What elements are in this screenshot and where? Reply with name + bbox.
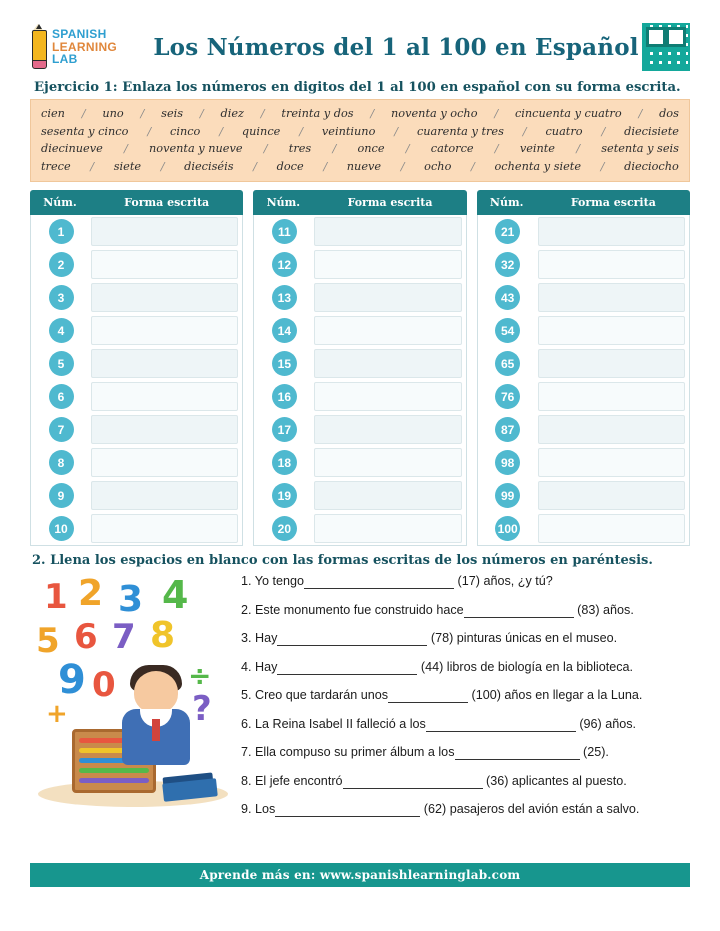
number-bubble: 7 [49,417,74,442]
decorative-number: 2 [78,573,104,614]
number-cell [254,219,314,244]
answer-blank[interactable] [455,746,580,760]
number-cell [478,252,538,277]
word-bank-row [39,123,681,141]
word-bank [30,99,690,182]
table-row [254,512,465,545]
number-table [253,190,466,546]
number-cell [31,219,91,244]
number-bubble: 87 [495,417,520,442]
answer-blank[interactable] [277,661,417,675]
answer-cell[interactable] [91,514,238,543]
word-bank-item[interactable]: diez [220,107,244,120]
table-row [478,380,689,413]
word-bank-row [39,140,681,158]
question-text-before: 7. Ella compuso su primer álbum a los [241,745,455,760]
word-bank-separator: / [147,124,152,138]
word-bank-separator: / [260,107,265,120]
table-row [478,446,689,479]
number-cell [478,384,538,409]
table-row [478,479,689,512]
number-cell [478,351,538,376]
exercise-2-heading: 2. Llena los espacios en blanco con las formas escritas de los números en paréntesis. [32,553,653,568]
table-header [477,190,690,215]
answer-blank[interactable] [464,604,574,618]
column-header-num: Núm. [43,196,77,209]
number-cell [31,351,91,376]
table-row [254,413,465,446]
number-bubble: 65 [495,351,520,376]
table-header [30,190,243,215]
number-bubble: 54 [495,318,520,343]
answer-cell[interactable] [538,217,685,246]
number-bubble: 18 [272,450,297,475]
number-bubble: 20 [272,516,297,541]
answer-cell[interactable] [538,448,685,477]
number-bubble: 32 [495,252,520,277]
answer-cell[interactable] [538,481,685,510]
word-bank-item[interactable]: diecinueve [41,142,103,155]
table-row [31,413,242,446]
word-bank-item[interactable]: cuatro [545,124,583,138]
number-cell [254,285,314,310]
question-text-before: 1. Yo tengo [241,574,305,589]
number-bubble: 98 [495,450,520,475]
word-bank-item[interactable]: cien [41,107,65,120]
word-bank-item[interactable]: quince [241,124,281,138]
question-text-before: 5. Creo que tardarán unos [241,688,389,703]
decorative-number: 4 [162,573,189,617]
number-cell [31,516,91,541]
number-bubble: 3 [49,285,74,310]
word-bank-separator: / [263,142,268,155]
table-body [30,215,243,546]
word-bank-item[interactable]: cinco [170,124,201,138]
number-bubble: 12 [272,252,297,277]
word-bank-separator: / [370,107,375,120]
answer-cell[interactable] [91,415,238,444]
number-cell [31,450,91,475]
word-bank-item[interactable]: diecisiete [624,124,679,138]
word-bank-item[interactable]: setenta y seis [601,142,679,155]
qr-code-icon [642,23,690,71]
page-title: Los Números del 1 al 100 en Español [153,33,639,61]
table-row [31,479,242,512]
number-cell [254,516,314,541]
word-bank-item[interactable]: veinte [519,142,555,155]
table-row [31,314,242,347]
answer-cell[interactable] [538,415,685,444]
word-bank-separator: / [600,159,605,173]
question-text-before: 3. Hay [241,631,278,646]
exercise-1-heading: Ejercicio 1: Enlaza los números en digitos del 1 al 100 en español con su forma escrita. [34,80,681,95]
table-row [254,281,465,314]
word-bank-item[interactable]: veintiuno [321,124,376,138]
question-text-after: (25). [579,745,609,760]
brand-line-2: LEARNING [52,39,118,54]
question-text-after: (36) aplicantes al puesto. [482,773,627,788]
word-bank-separator: / [601,124,606,138]
table-row [478,248,689,281]
answer-blank[interactable] [388,689,468,703]
word-bank-item[interactable]: nueve [346,159,382,173]
question-text-before: 4. Hay [241,659,278,674]
word-bank-item[interactable]: noventa y ocho [391,107,478,120]
question-text-after: (100) años en llegar a la Luna. [468,688,643,703]
answer-cell[interactable] [91,250,238,279]
number-cell [254,450,314,475]
table-body [253,215,466,546]
word-bank-separator: / [81,107,86,120]
number-cell [478,483,538,508]
word-bank-item[interactable]: trece [41,159,71,173]
number-bubble: 13 [272,285,297,310]
table-row [254,347,465,380]
footer-banner: Aprende más en: www.spanishlearninglab.com [30,863,690,887]
number-table [30,190,243,546]
number-bubble: 21 [495,219,520,244]
number-cell [254,318,314,343]
answer-cell[interactable] [314,481,461,510]
word-bank-item[interactable]: dieciocho [624,159,679,173]
word-bank-separator: / [323,159,328,173]
table-row [254,215,465,248]
word-bank-item[interactable]: noventa y nueve [149,142,243,155]
number-cell [31,318,91,343]
number-cell [478,285,538,310]
table-row [254,380,465,413]
number-bubble: 11 [272,219,297,244]
number-bubble: 15 [272,351,297,376]
word-bank-item[interactable]: seis [161,107,184,120]
word-bank-item[interactable]: ocho [424,159,452,173]
number-cell [478,450,538,475]
answer-blank[interactable] [277,632,427,646]
answer-cell[interactable] [538,514,685,543]
word-bank-separator: / [405,142,410,155]
decorative-number: 0 [92,665,116,705]
number-cell [478,318,538,343]
question-line [241,661,690,675]
word-bank-item[interactable]: siete [113,159,142,173]
decorative-number: 1 [44,577,68,617]
word-bank-item[interactable]: once [357,142,385,155]
answer-cell[interactable] [91,448,238,477]
number-cell [31,384,91,409]
word-bank-item[interactable]: sesenta y cinco [41,124,129,138]
decorative-number: ÷ [188,659,212,692]
decorative-number: 3 [118,579,144,620]
fill-in-the-blank-questions [241,573,690,832]
abacus-row [79,778,149,783]
number-bubble: 16 [272,384,297,409]
answer-cell[interactable] [314,382,461,411]
number-cell [31,417,91,442]
decorative-number: 9 [58,657,86,703]
number-cell [254,252,314,277]
answer-cell[interactable] [538,349,685,378]
answer-cell[interactable] [538,250,685,279]
answer-blank[interactable] [275,803,420,817]
number-bubble: 2 [49,252,74,277]
question-line [241,746,690,760]
question-line [241,604,690,618]
number-table [477,190,690,546]
page-header [30,18,690,76]
question-line [241,718,690,732]
answer-cell[interactable] [314,283,461,312]
word-bank-separator: / [522,124,527,138]
column-header-word: Forma escrita [347,196,433,209]
word-bank-separator: / [494,107,499,120]
answer-cell[interactable] [538,283,685,312]
answer-blank[interactable] [343,775,483,789]
exercise-2-body [30,573,690,832]
table-row [254,479,465,512]
answer-cell[interactable] [314,316,461,345]
word-bank-separator: / [160,159,165,173]
answer-blank[interactable] [426,718,576,732]
answer-blank[interactable] [304,575,454,589]
number-cell [254,384,314,409]
answer-cell[interactable] [314,217,461,246]
number-bubble: 5 [49,351,74,376]
answer-cell[interactable] [91,481,238,510]
question-line [241,803,690,817]
table-row [478,413,689,446]
number-cell [31,285,91,310]
brand-line-1: SPANISH [52,27,107,42]
decorative-number: ? [192,689,212,729]
question-line [241,575,690,589]
answer-cell[interactable] [538,382,685,411]
question-text-before: 6. La Reina Isabel II falleció a los [241,716,426,731]
answer-cell[interactable] [91,349,238,378]
word-bank-item[interactable]: dieciséis [184,159,234,173]
answer-cell[interactable] [91,217,238,246]
question-text-after: (44) libros de biología en la biblioteca. [417,659,634,674]
word-bank-item[interactable]: doce [276,159,304,173]
question-text-after: (83) años. [573,602,634,617]
word-bank-item[interactable]: cincuenta y cuatro [514,107,622,120]
question-text-after: (17) años, ¿y tú? [454,574,553,589]
word-bank-item[interactable]: cuarenta y tres [416,124,504,138]
answer-cell[interactable] [91,283,238,312]
word-bank-item[interactable]: dos [659,107,679,120]
word-bank-item[interactable]: ochenta y siete [494,159,582,173]
number-bubble: 43 [495,285,520,310]
number-cell [254,417,314,442]
answer-cell[interactable] [314,514,461,543]
word-bank-item[interactable]: uno [102,107,124,120]
boy-with-abacus-and-numbers-illustration [30,573,235,813]
table-row [31,512,242,545]
question-line [241,632,690,646]
answer-cell[interactable] [314,448,461,477]
number-bubble: 4 [49,318,74,343]
number-cell [254,483,314,508]
number-cell [478,417,538,442]
number-tables [30,190,690,546]
number-bubble: 19 [272,483,297,508]
question-text-after: (96) años. [575,716,637,731]
number-cell [478,219,538,244]
word-bank-separator: / [123,142,128,155]
answer-cell[interactable] [314,250,461,279]
number-bubble: 99 [495,483,520,508]
word-bank-separator: / [638,107,643,120]
decorative-number: 5 [36,621,60,661]
number-bubble: 100 [495,516,520,541]
word-bank-separator: / [299,124,304,138]
table-row [478,347,689,380]
table-row [31,380,242,413]
word-bank-item[interactable]: catorce [430,142,474,155]
word-bank-separator: / [140,107,145,120]
word-bank-row [39,105,681,123]
decorative-number: 6 [74,617,98,657]
word-bank-separator: / [471,159,475,173]
number-cell [31,252,91,277]
answer-cell[interactable] [314,349,461,378]
word-bank-separator: / [576,142,581,155]
table-row [254,446,465,479]
question-text-after: (78) pinturas únicas en el museo. [427,631,618,646]
column-header-word: Forma escrita [570,196,656,209]
number-bubble: 8 [49,450,74,475]
number-bubble: 17 [272,417,297,442]
pencil-icon [30,24,47,70]
question-text-before: 2. Este monumento fue construido hace [241,602,464,617]
question-text-after: (62) pasajeros del avión están a salvo. [420,802,640,817]
column-header-word: Forma escrita [124,196,210,209]
answer-cell[interactable] [538,316,685,345]
word-bank-separator: / [219,124,224,138]
number-bubble: 14 [272,318,297,343]
question-line [241,689,690,703]
table-row [31,215,242,248]
number-bubble: 6 [49,384,74,409]
word-bank-separator: / [332,142,337,155]
table-row [478,281,689,314]
table-body [477,215,690,546]
brand-line-3: LAB [52,52,78,67]
word-bank-separator: / [400,159,405,173]
table-row [254,248,465,281]
table-row [31,347,242,380]
answer-cell[interactable] [91,316,238,345]
word-bank-item[interactable]: tres [288,142,312,155]
number-cell [478,516,538,541]
number-bubble: 10 [49,516,74,541]
word-bank-separator: / [253,159,257,173]
table-row [478,512,689,545]
table-row [478,314,689,347]
question-text-before: 9. Los [241,802,276,817]
answer-cell[interactable] [314,415,461,444]
column-header-num: Núm. [266,196,301,209]
table-header [253,190,466,215]
brand-logo [30,24,150,70]
table-row [31,248,242,281]
abacus-row [79,768,149,773]
table-row [254,314,465,347]
word-bank-separator: / [90,159,95,173]
decorative-number: + [46,699,68,729]
word-bank-separator: / [199,107,204,120]
number-bubble: 76 [495,384,520,409]
table-row [31,446,242,479]
decorative-number: 7 [112,617,136,657]
word-bank-separator: / [494,142,499,155]
answer-cell[interactable] [91,382,238,411]
word-bank-separator: / [394,124,399,138]
table-row [31,281,242,314]
number-cell [31,483,91,508]
number-cell [254,351,314,376]
number-bubble: 1 [49,219,74,244]
number-bubble: 9 [49,483,74,508]
decorative-number: 8 [150,615,176,656]
question-text-before: 8. El jefe encontró [241,773,343,788]
column-header-num: Núm. [489,196,524,209]
question-line [241,775,690,789]
word-bank-item[interactable]: treinta y dos [281,107,354,120]
table-row [478,215,689,248]
word-bank-row [39,158,681,176]
